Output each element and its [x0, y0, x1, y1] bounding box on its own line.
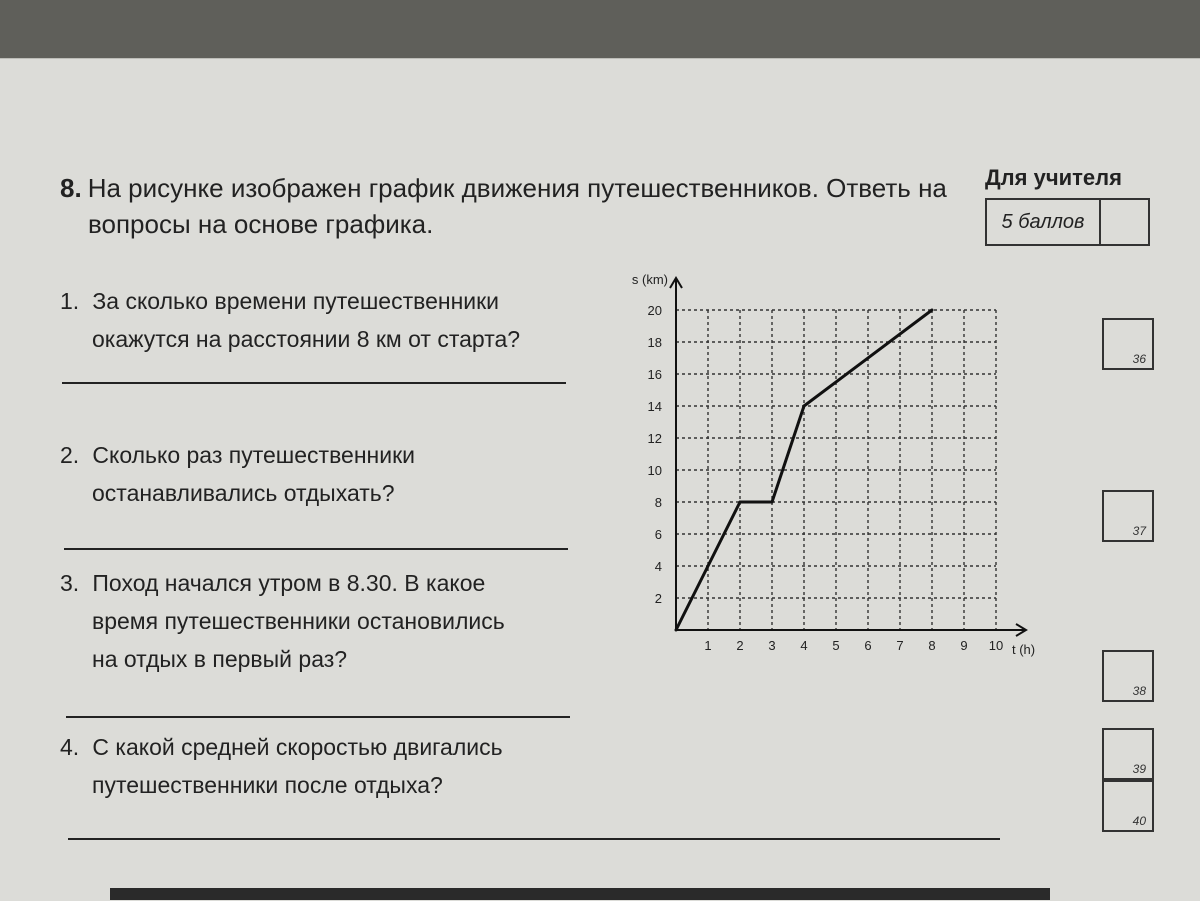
x-tick-label: 1 — [704, 638, 712, 653]
question-number: 3. — [60, 570, 80, 596]
points-label: 5 баллов — [987, 200, 1101, 244]
question-text: За сколько времени путешественники — [92, 288, 500, 314]
answer-line-4[interactable] — [68, 838, 1000, 840]
data-point — [931, 309, 934, 312]
score-code: 40 — [1132, 814, 1146, 828]
x-tick-label: 2 — [736, 638, 744, 653]
question-2 — [60, 436, 415, 512]
question-text: Поход начался утром в 8.30. В какое — [92, 570, 486, 596]
y-tick-label: 20 — [647, 303, 662, 318]
question-1 — [60, 282, 520, 358]
distance-time-chart — [600, 268, 1060, 668]
y-tick-label: 10 — [647, 463, 662, 478]
y-tick-label: 4 — [654, 559, 662, 574]
question-number: 4. — [60, 734, 80, 760]
x-tick-label: 10 — [988, 638, 1004, 653]
y-tick-label: 16 — [647, 367, 662, 382]
score-box[interactable] — [1102, 728, 1154, 780]
y-tick-label: 14 — [647, 399, 662, 414]
points-box — [985, 198, 1150, 246]
question-4 — [60, 728, 503, 804]
question-text: останавливались отдыхать? — [92, 480, 395, 506]
score-code: 36 — [1132, 352, 1146, 366]
x-tick-label: 5 — [832, 638, 840, 653]
y-tick-label: 2 — [654, 591, 662, 606]
question-text: С какой средней скоростью двигались — [92, 734, 503, 760]
question-text: на отдых в первый раз? — [92, 646, 348, 672]
question-text: путешественники после отдыха? — [92, 772, 443, 798]
data-point — [739, 501, 742, 504]
score-code: 38 — [1132, 684, 1146, 698]
x-tick-label: 7 — [896, 638, 904, 653]
task-statement — [60, 170, 980, 242]
question-number: 2. — [60, 442, 80, 468]
x-tick-label: 3 — [768, 638, 776, 653]
answer-line-2[interactable] — [64, 548, 568, 550]
question-text: окажутся на расстоянии 8 км от старта? — [92, 326, 521, 352]
y-tick-label: 8 — [654, 495, 662, 510]
next-task-fragment — [110, 888, 1050, 900]
task-text-line1: На рисунке изображен график движения путешественников. Ответь на — [87, 173, 947, 203]
answer-line-1[interactable] — [62, 382, 566, 384]
x-tick-label: 6 — [864, 638, 872, 653]
question-number: 1. — [60, 288, 80, 314]
question-text: время путешественники остановились — [92, 608, 505, 634]
teacher-section-title: Для учителя — [985, 165, 1122, 190]
task-number: 8. — [60, 173, 82, 203]
task-text-line2: вопросы на основе графика. — [88, 209, 434, 239]
y-tick-label: 12 — [647, 431, 662, 446]
points-score-cell[interactable] — [1101, 200, 1148, 244]
x-axis-label: t (h) — [1012, 642, 1036, 657]
score-box[interactable] — [1102, 490, 1154, 542]
x-tick-label: 8 — [928, 638, 936, 653]
x-tick-label: 9 — [960, 638, 968, 653]
answer-line-3[interactable] — [66, 716, 570, 718]
question-3 — [60, 564, 505, 678]
y-axis-label: s (km) — [631, 272, 668, 287]
data-point — [803, 405, 806, 408]
x-tick-label: 4 — [800, 638, 808, 653]
score-code: 37 — [1132, 524, 1146, 538]
score-box[interactable] — [1102, 780, 1154, 832]
y-tick-label: 18 — [647, 335, 662, 350]
data-point — [771, 501, 774, 504]
data-point — [675, 629, 678, 632]
score-code: 39 — [1132, 762, 1146, 776]
score-box[interactable] — [1102, 318, 1154, 370]
y-tick-label: 6 — [654, 527, 662, 542]
question-text: Сколько раз путешественники — [92, 442, 415, 468]
score-box[interactable] — [1102, 650, 1154, 702]
